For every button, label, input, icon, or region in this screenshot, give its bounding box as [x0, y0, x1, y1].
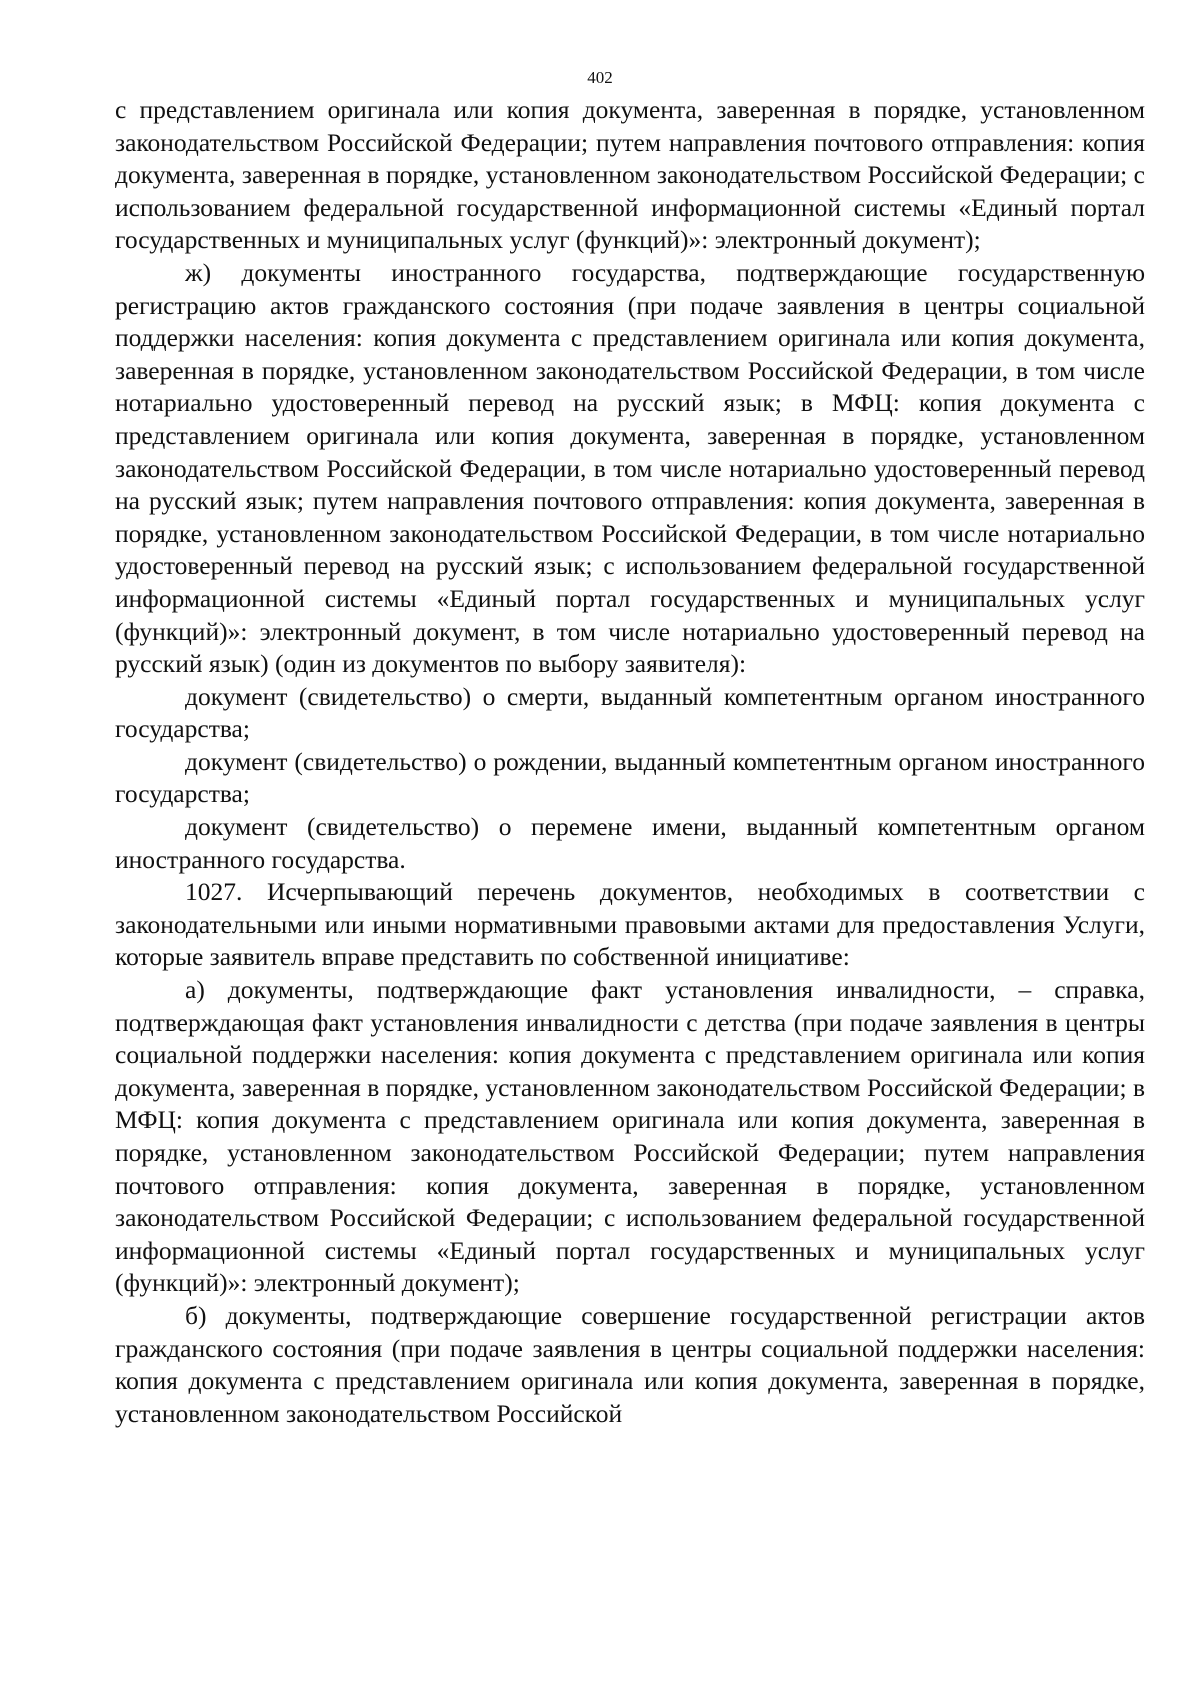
paragraph-death-certificate: документ (свидетельство) о смерти, выданный компетентным органом иностранного государства; [115, 681, 1145, 744]
paragraph-continuation: с представлением оригинала или копия документа, заверенная в порядке, установленном законодательством Российской Федерации; путем направления почтового отправления: копия документа, заверенная в порядке, установленном законодательством Российской Федерации; с использованием федеральной государственной информационной системы «Единый портал государственных и муниципальных услуг (функций)»: электронный документ); [115, 95, 1145, 255]
page-number: 402 [587, 68, 613, 87]
document-body [115, 94, 1145, 1430]
paragraph-zh: ж) документы иностранного государства, подтверждающие государственную регистрацию актов гражданского состояния (при подаче заявления в центры социальной поддержки населения: копия документа с представлением оригинала или копия документа, заверенная в порядке, установленном законодательством Российской Федерации, в том числе нотариально удостоверенный перевод на русский язык; в МФЦ: копия документа с представлением оригинала или копия документа, заверенная в порядке, установленном законодательством Российской Федерации, в том числе нотариально удостоверенный перевод на русский язык; путем направления почтового отправления: копия документа, заверенная в порядке, установленном законодательством Российской Федерации, в том числе нотариально удостоверенный перевод на русский язык; с использованием федеральной государственной информационной системы «Единый портал государственных и муниципальных услуг (функций)»: электронный документ, в том числе нотариально удостоверенный перевод на русский язык) (один из документов по выбору заявителя): [115, 257, 1145, 679]
paragraph-1027: 1027. Исчерпывающий перечень документов, необходимых в соответствии с законодательными или иными нормативными правовыми актами для предоставления Услуги, которые заявитель вправе представить по собственной инициативе: [115, 877, 1145, 972]
paragraph-name-change-certificate: документ (свидетельство) о перемене имени, выданный компетентным органом иностранного государства. [115, 812, 1145, 874]
paragraph-b: б) документы, подтверждающие совершение государственной регистрации актов гражданского состояния (при подаче заявления в центры социальной поддержки населения: копия документа с представлением оригинала или копия документа, заверенная в порядке, установленном законодательством Российской [115, 1300, 1145, 1428]
paragraph-a: а) документы, подтверждающие факт установления инвалидности, – справка, подтверждающая факт установления инвалидности с детства (при подаче заявления в центры социальной поддержки населения: копия документа с представлением оригинала или копия документа, заверенная в порядке, установленном законодательством Российской Федерации; в МФЦ: копия документа с представлением оригинала или копия документа, заверенная в порядке, установленном законодательством Российской Федерации; путем направления почтового отправления: копия документа, заверенная в порядке, установленном законодательством Российской Федерации; с использованием федеральной государственной информационной системы «Единый портал государственных и муниципальных услуг (функций)»: электронный документ); [115, 975, 1145, 1298]
paragraph-birth-certificate: документ (свидетельство) о рождении, выданный компетентным органом иностранного государства; [115, 746, 1145, 809]
